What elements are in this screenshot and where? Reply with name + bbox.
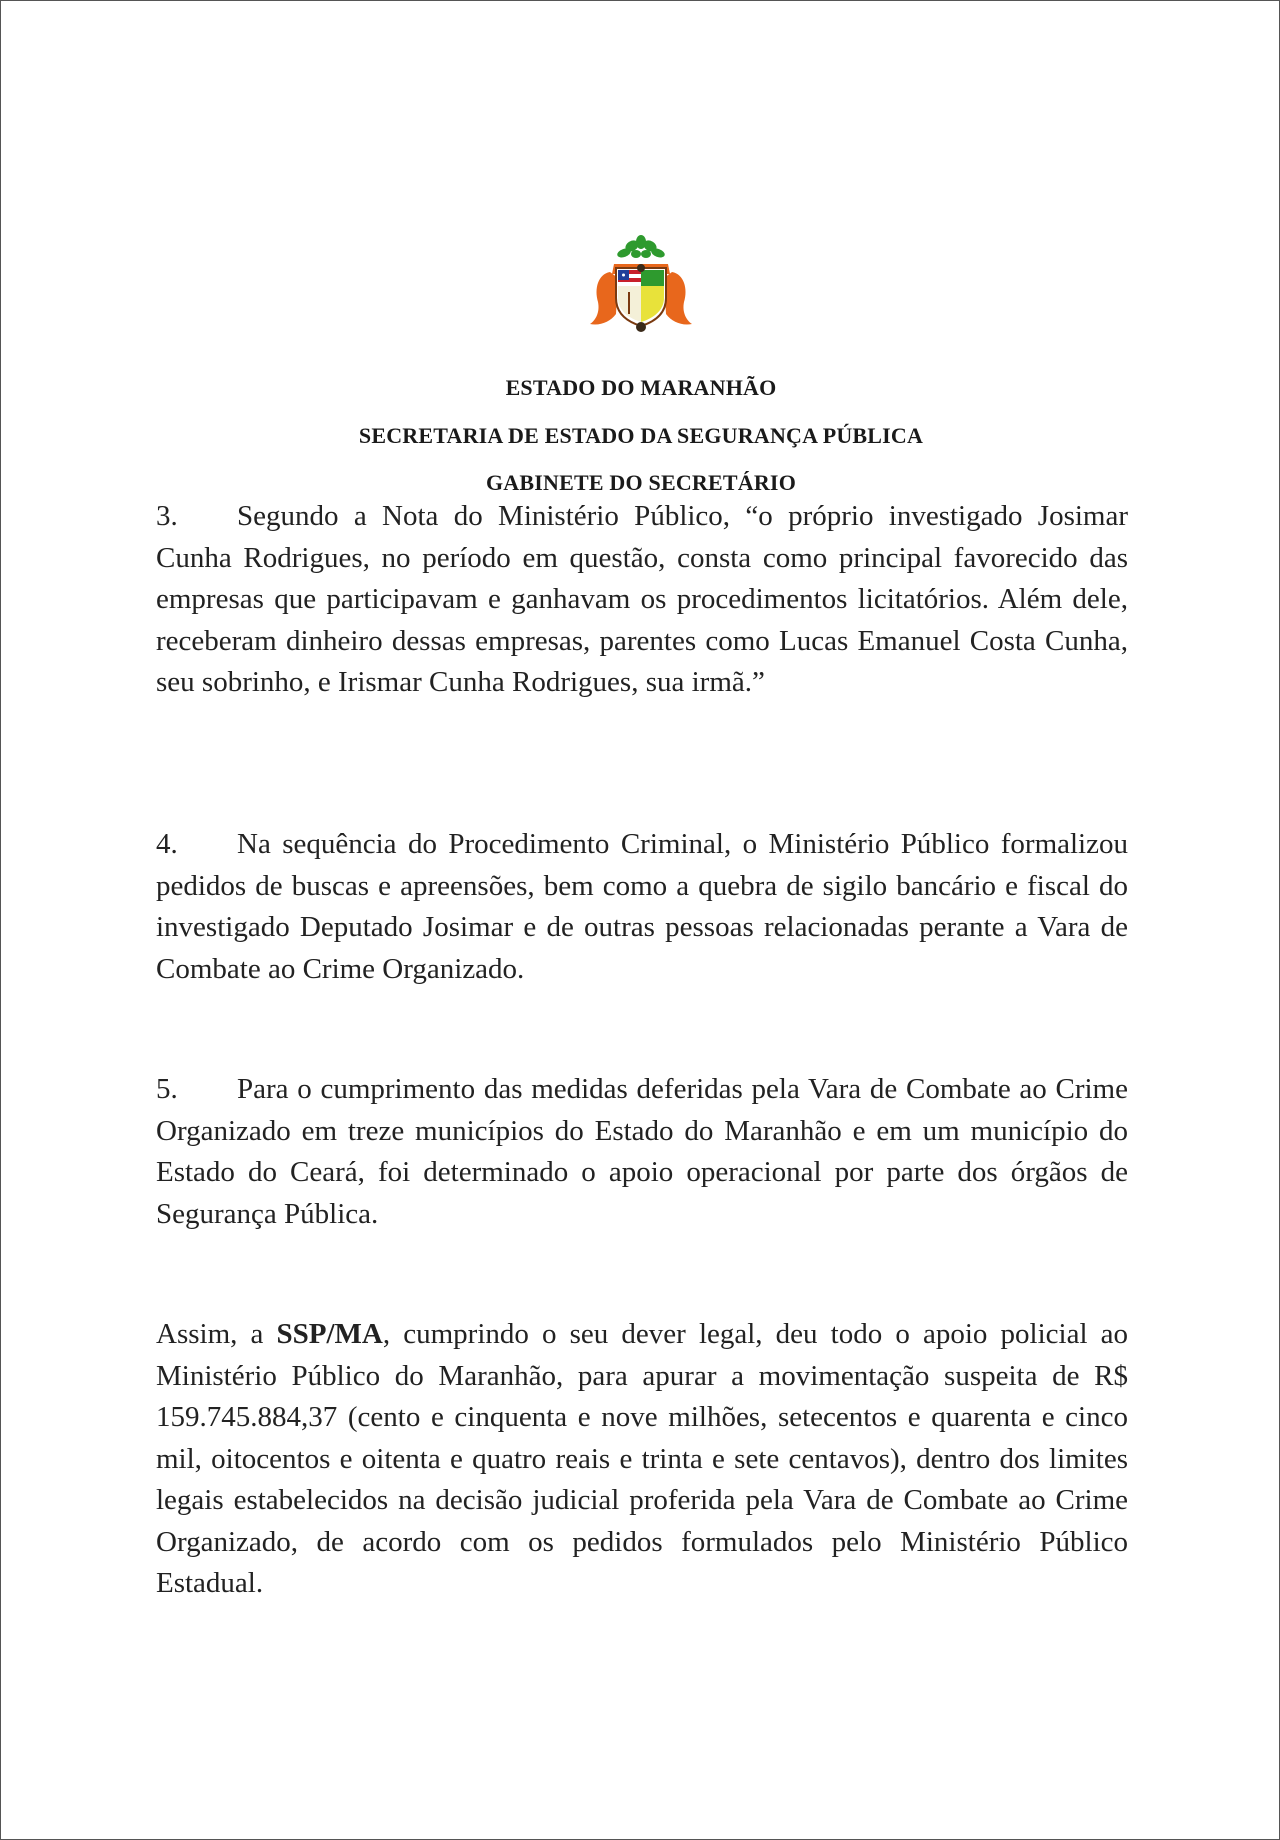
maranhao-coat-of-arms-icon: [588, 234, 694, 334]
paragraph-text: Para o cumprimento das medidas deferidas pela Vara de Combate ao Crime Organizado em treze municípios do Estado do Maranhão e em um município do Estado do Ceará, foi determinado o apoio operacional por parte dos órgãos de Segurança Pública.: [156, 1073, 1128, 1230]
paragraph-text: Na sequência do Procedimento Criminal, o Ministério Público formalizou pedidos de buscas e apreensões, bem como a quebra de sigilo bancário e fiscal do investigado Deputado Josimar e de outras pessoas relacionadas perante a Vara de Combate ao Crime Organizado.: [156, 828, 1128, 985]
paragraph-text: , cumprindo o seu dever legal, deu todo o apoio policial ao Ministério Público do Maranhão, para apurar a movimentação suspeita de R$ 159.745.884,37 (cento e cinquenta e nove milhões, setecentos e quarenta e cinco mil, oitocentos e oitenta e quatro reais e trinta e sete centavos), dentro dos limites legais estabelecidos na decisão judicial proferida pela Vara de Combate ao Crime Organizado, de acordo com os pedidos formulados pelo Ministério Público Estadual.: [156, 1318, 1129, 1599]
paragraph-3: [156, 496, 1128, 704]
paragraph-number: 3.: [156, 500, 178, 532]
paragraph-5: [156, 1069, 1128, 1235]
cabinet-heading: GABINETE DO SECRETÁRIO: [485, 470, 797, 495]
paragraph-number: 4.: [156, 828, 178, 860]
ssp-ma-bold: SSP/MA: [276, 1318, 383, 1350]
paragraph-conclusion: [156, 1314, 1128, 1605]
paragraph-text: Segundo a Nota do Ministério Público, “o próprio investigado Josimar Cunha Rodrigues, no período em questão, consta como principal favorecido das empresas que participavam e ganhavam os procedimentos licitatórios. Além dele, receberam dinheiro dessas empresas, parentes como Lucas Emanuel Costa Cunha, seu sobrinho, e Irismar Cunha Rodrigues, sua irmã.”: [156, 500, 1128, 698]
secretariat-heading: SECRETARIA DE ESTADO DA SEGURANÇA PÚBLICA: [358, 423, 924, 448]
paragraph-intro: Assim, a: [156, 1318, 277, 1350]
paragraph-number: 5.: [156, 1073, 178, 1105]
paragraph-4: [156, 824, 1128, 990]
state-name-heading: ESTADO DO MARANHÃO: [505, 375, 777, 400]
